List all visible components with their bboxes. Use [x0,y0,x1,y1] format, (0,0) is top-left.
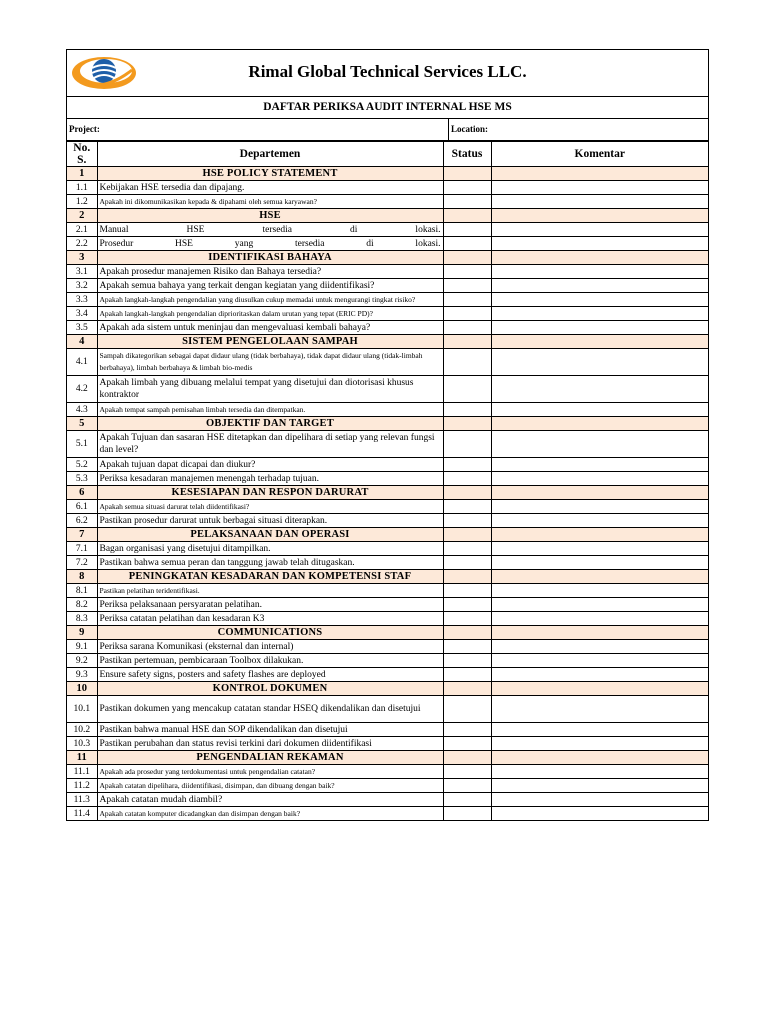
row-number: 8.3 [67,612,97,626]
comment-cell[interactable] [491,584,708,598]
table-row [67,584,708,598]
status-cell[interactable] [443,542,491,556]
checklist-item-text: Apakah limbah yang dibuang melalui tempat yang disetujui dan diotorisasi khusus kontraktor [97,376,443,403]
status-cell[interactable] [443,307,491,321]
row-number: 2.2 [67,237,97,251]
table-row [67,668,708,682]
row-number: 1.2 [67,195,97,209]
comment-cell[interactable] [491,376,708,403]
status-cell[interactable] [443,500,491,514]
section-title: PENGENDALIAN REKAMAN [97,751,443,765]
row-number: 3.4 [67,307,97,321]
company-name: Rimal Global Technical Services LLC. [248,62,527,81]
status-cell[interactable] [443,807,491,821]
comment-cell [491,251,708,265]
section-title: IDENTIFIKASI BAHAYA [97,251,443,265]
checklist-item-text: Apakah tujuan dapat dicapai dan diukur? [97,458,443,472]
row-number: 3.5 [67,321,97,335]
checklist-item-text: Apakah ini dikomunikasikan kepada & dipahami oleh semua karyawan? [97,195,443,209]
comment-cell [491,570,708,584]
table-row [67,431,708,458]
comment-cell[interactable] [491,542,708,556]
table-row [67,500,708,514]
checklist-item-text: Periksa kesadaran manajemen menengah terhadap tujuan. [97,472,443,486]
status-cell[interactable] [443,265,491,279]
table-row [67,279,708,293]
table-row [67,542,708,556]
table-row [67,723,708,737]
status-cell[interactable] [443,514,491,528]
section-title: PENINGKATAN KESADARAN DAN KOMPETENSI STAF [97,570,443,584]
row-number: 10 [67,682,97,696]
comment-cell[interactable] [491,237,708,251]
table-row [67,458,708,472]
checklist-item-text: Pastikan pertemuan, pembicaraan Toolbox dilakukan. [97,654,443,668]
table-row [67,793,708,807]
row-number: 10.1 [67,696,97,723]
checklist-item-text: Apakah ada prosedur yang terdokumentasi untuk pengendalian catatan? [97,765,443,779]
table-row [67,293,708,307]
checklist-item-text: Sampah dikategorikan sebagai dapat didaur ulang (tidak berbahaya), tidak dapat didaur ulang (tidak-limbah berbahaya), limbah berbahaya & limbah bio-medis [97,349,443,376]
status-cell[interactable] [443,195,491,209]
status-cell[interactable] [443,279,491,293]
comment-cell[interactable] [491,279,708,293]
status-cell[interactable] [443,431,491,458]
table-row [67,376,708,403]
comment-cell[interactable] [491,807,708,821]
section-row [67,417,708,431]
comment-cell[interactable] [491,514,708,528]
checklist-item-text: Pastikan bahwa semua peran dan tanggung jawab telah ditugaskan. [97,556,443,570]
status-cell[interactable] [443,237,491,251]
comment-cell[interactable] [491,737,708,751]
status-cell[interactable] [443,654,491,668]
status-cell [443,167,491,181]
section-row [67,751,708,765]
section-title: SISTEM PENGELOLAAN SAMPAH [97,335,443,349]
checklist-item-text: Periksa pelaksanaan persyaratan pelatihan. [97,598,443,612]
comment-cell [491,335,708,349]
section-title: HSE POLICY STATEMENT [97,167,443,181]
comment-cell [491,209,708,223]
comment-cell[interactable] [491,793,708,807]
comment-cell[interactable] [491,403,708,417]
row-number: 11.4 [67,807,97,821]
table-row [67,195,708,209]
row-number: 5 [67,417,97,431]
section-row [67,335,708,349]
table-row [67,307,708,321]
comment-cell [491,751,708,765]
status-cell[interactable] [443,349,491,376]
status-cell[interactable] [443,584,491,598]
table-row [67,265,708,279]
comment-cell [491,528,708,542]
row-number: 10.2 [67,723,97,737]
status-cell[interactable] [443,737,491,751]
checklist-item-text: Periksa sarana Komunikasi (eksternal dan internal) [97,640,443,654]
status-cell[interactable] [443,181,491,195]
status-cell [443,209,491,223]
row-number: 4 [67,335,97,349]
table-row [67,654,708,668]
row-number: 6.2 [67,514,97,528]
section-row [67,528,708,542]
comment-cell[interactable] [491,612,708,626]
row-number: 2 [67,209,97,223]
row-number: 3.3 [67,293,97,307]
status-cell [443,751,491,765]
section-title: OBJEKTIF DAN TARGET [97,417,443,431]
table-row [67,640,708,654]
checklist-item-text: Apakah langkah-langkah pengendalian yang diusulkan cukup memadai untuk mengurangi tingkat risiko? [97,293,443,307]
comment-cell [491,682,708,696]
header-comment: Komentar [491,142,708,167]
table-row [67,556,708,570]
row-number: 4.3 [67,403,97,417]
section-row [67,486,708,500]
status-cell[interactable] [443,612,491,626]
table-row [67,612,708,626]
comment-cell[interactable] [491,668,708,682]
status-cell[interactable] [443,640,491,654]
status-cell[interactable] [443,779,491,793]
row-number: 3.2 [67,279,97,293]
row-number: 10.3 [67,737,97,751]
checklist-item-text: Periksa catatan pelatihan dan kesadaran K3 [97,612,443,626]
comment-cell[interactable] [491,472,708,486]
status-cell [443,335,491,349]
table-row [67,514,708,528]
checklist-item-text: Apakah ada sistem untuk meninjau dan mengevaluasi kembali bahaya? [97,321,443,335]
checklist-item-text: Manual HSE tersedia di lokasi. [97,223,443,237]
header-no: No. S. [67,142,97,167]
row-number: 9.3 [67,668,97,682]
row-number: 9 [67,626,97,640]
checklist-item-text: Apakah catatan komputer dicadangkan dan disimpan dengan baik? [97,807,443,821]
status-cell [443,626,491,640]
audit-checklist-sheet [66,49,709,821]
status-cell [443,251,491,265]
row-number: 11.3 [67,793,97,807]
checklist-item-text: Apakah semua bahaya yang terkait dengan kegiatan yang diidentifikasi? [97,279,443,293]
status-cell[interactable] [443,376,491,403]
section-row [67,626,708,640]
section-title: PELAKSANAAN DAN OPERASI [97,528,443,542]
project-location-row [67,119,708,141]
table-row [67,403,708,417]
row-number: 3 [67,251,97,265]
checklist-item-text: Apakah Tujuan dan sasaran HSE ditetapkan dan dipelihara di setiap yang relevan fungsi dan level? [97,431,443,458]
row-number: 7 [67,528,97,542]
comment-cell[interactable] [491,654,708,668]
table-row [67,349,708,376]
comment-cell[interactable] [491,195,708,209]
status-cell [443,570,491,584]
comment-cell [491,626,708,640]
checklist-table [67,141,708,820]
row-number: 8 [67,570,97,584]
comment-cell[interactable] [491,181,708,195]
comment-cell[interactable] [491,349,708,376]
status-cell[interactable] [443,765,491,779]
table-row [67,321,708,335]
status-cell[interactable] [443,293,491,307]
row-number: 11.2 [67,779,97,793]
comment-cell[interactable] [491,723,708,737]
status-cell[interactable] [443,723,491,737]
comment-cell[interactable] [491,779,708,793]
header-status: Status [443,142,491,167]
table-row [67,696,708,723]
header-row [67,50,708,97]
table-header [67,142,708,167]
comment-cell [491,167,708,181]
comment-cell[interactable] [491,458,708,472]
table-row [67,223,708,237]
checklist-item-text: Kebijakan HSE tersedia dan dipajang. [97,181,443,195]
comment-cell[interactable] [491,640,708,654]
row-number: 5.3 [67,472,97,486]
location-label: Location: [451,124,488,134]
table-row [67,779,708,793]
table-row [67,472,708,486]
status-cell [443,682,491,696]
row-number: 1 [67,167,97,181]
status-cell[interactable] [443,403,491,417]
section-title: COMMUNICATIONS [97,626,443,640]
row-number: 5.1 [67,431,97,458]
checklist-item-text: Apakah tempat sampah pemisahan limbah tersedia dan ditempatkan. [97,403,443,417]
comment-cell[interactable] [491,265,708,279]
table-row [67,737,708,751]
status-cell[interactable] [443,223,491,237]
table-row [67,237,708,251]
section-title: HSE [97,209,443,223]
row-number: 5.2 [67,458,97,472]
status-cell[interactable] [443,321,491,335]
comment-cell[interactable] [491,556,708,570]
status-cell[interactable] [443,793,491,807]
row-number: 2.1 [67,223,97,237]
project-label: Project: [67,119,449,140]
status-cell [443,528,491,542]
row-number: 6 [67,486,97,500]
document-title: DAFTAR PERIKSA AUDIT INTERNAL HSE MS [67,97,708,119]
section-row [67,682,708,696]
row-number: 4.1 [67,349,97,376]
section-title: KONTROL DOKUMEN [97,682,443,696]
comment-cell[interactable] [491,598,708,612]
comment-cell [491,486,708,500]
table-row [67,765,708,779]
table-row [67,598,708,612]
row-number: 8.1 [67,584,97,598]
status-cell [443,417,491,431]
section-row [67,209,708,223]
status-cell [443,486,491,500]
comment-cell[interactable] [491,765,708,779]
checklist-item-text: Bagan organisasi yang disetujui ditampilkan. [97,542,443,556]
row-number: 7.1 [67,542,97,556]
comment-cell[interactable] [491,500,708,514]
checklist-item-text: Pastikan dokumen yang mencakup catatan standar HSEQ dikendalikan dan disetujui [97,696,443,723]
checklist-item-text: Apakah catatan dipelihara, diidentifikasi, disimpan, dan dibuang dengan baik? [97,779,443,793]
checklist-item-text: Pastikan bahwa manual HSE dan SOP dikendalikan dan disetujui [97,723,443,737]
row-number: 9.1 [67,640,97,654]
comment-cell [491,417,708,431]
status-cell[interactable] [443,458,491,472]
comment-cell[interactable] [491,431,708,458]
status-cell[interactable] [443,472,491,486]
row-number: 4.2 [67,376,97,403]
checklist-item-text: Pastikan prosedur darurat untuk berbagai situasi diterapkan. [97,514,443,528]
row-number: 11 [67,751,97,765]
row-number: 11.1 [67,765,97,779]
checklist-item-text: Apakah prosedur manajemen Risiko dan Bahaya tersedia? [97,265,443,279]
comment-cell[interactable] [491,321,708,335]
checklist-item-text: Pastikan perubahan dan status revisi terkini dari dokumen diidentifikasi [97,737,443,751]
row-number: 6.1 [67,500,97,514]
section-title: KESESIAPAN DAN RESPON DARURAT [97,486,443,500]
section-row [67,570,708,584]
row-number: 8.2 [67,598,97,612]
header-department: Departemen [97,142,443,167]
status-cell[interactable] [443,696,491,723]
row-number: 3.1 [67,265,97,279]
status-cell[interactable] [443,556,491,570]
comment-cell[interactable] [491,223,708,237]
checklist-item-text: Apakah langkah-langkah pengendalian diprioritaskan dalam urutan yang tepat (ERIC PD)? [97,307,443,321]
row-number: 7.2 [67,556,97,570]
comment-cell[interactable] [491,307,708,321]
comment-cell[interactable] [491,696,708,723]
row-number: 1.1 [67,181,97,195]
checklist-item-text: Ensure safety signs, posters and safety flashes are deployed [97,668,443,682]
status-cell[interactable] [443,668,491,682]
section-row [67,251,708,265]
checklist-item-text: Apakah semua situasi darurat telah diidentifikasi? [97,500,443,514]
section-row [67,167,708,181]
table-row [67,807,708,821]
checklist-item-text: Apakah catatan mudah diambil? [97,793,443,807]
checklist-item-text: Pastikan pelatihan teridentifikasi. [97,584,443,598]
row-number: 9.2 [67,654,97,668]
checklist-item-text: Prosedur HSE yang tersedia di lokasi. [97,237,443,251]
comment-cell[interactable] [491,293,708,307]
status-cell[interactable] [443,598,491,612]
table-row [67,181,708,195]
